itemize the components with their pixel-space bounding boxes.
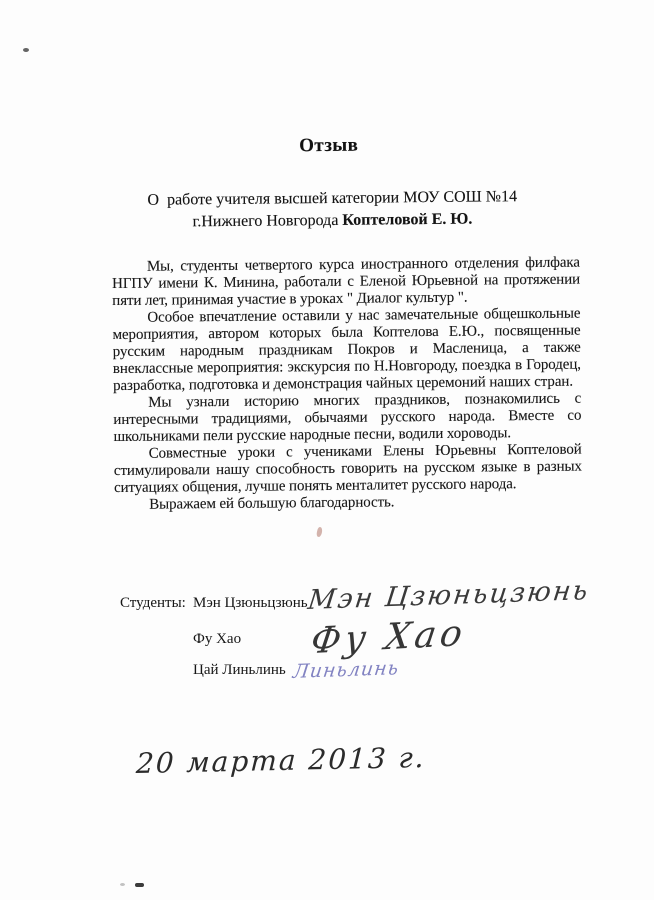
body-paragraph-2: Особое впечатление оставили у нас замечательные общешкольные мероприятия, автором которых была Коптелова Е.Ю., посвященные русским народным праздникам Покров и Масленица, а также внеклассные мероприятия: экскурсия по Н.Новгороду, поездка в Городец, разработка, подготовка и демонстрация чайных церемоний наших стран.	[112, 305, 581, 395]
document-title: Отзыв	[299, 134, 359, 157]
student-name-3: Цай Линьлинь	[193, 662, 286, 678]
student-name-1: Мэн Цзюньцзюнь	[193, 595, 308, 611]
scan-speck	[135, 883, 144, 887]
signature-row-2	[193, 612, 469, 663]
student-signature-3: Линьлинь	[291, 657, 401, 683]
document-body	[112, 255, 582, 514]
handwritten-date: 20 марта 2013 г.	[135, 740, 427, 781]
scan-speck	[120, 883, 125, 886]
body-paragraph-1: Мы, студенты четвертого курса иностранного отделения филфака НГПУ имени К. Минина, работали с Еленой Юрьевной на протяжении пяти лет, принимая участие в уроках " Диалог культур ".	[111, 254, 581, 310]
signatures-label: Студенты:	[120, 595, 186, 611]
body-paragraph-3: Мы узнали историю многих праздников, познакомились с интересными традициями, обычаями русского народа. Вместе со школьниками пели русские народные песни, водили хороводы.	[113, 390, 582, 446]
subtitle-city-text: г.Нижнего Новгорода	[192, 211, 343, 231]
student-name-2: Фу Хао	[193, 631, 242, 647]
student-signature-1: Мэн Цзюньцзюнь	[306, 575, 592, 616]
student-signature-2: Фу Хао	[308, 612, 469, 663]
signature-row-1	[120, 575, 592, 616]
document-subtitle	[0, 185, 653, 235]
body-paragraph-4: Совместные уроки с учениками Елены Юрьевны Коптеловой стимулировали нашу способность говорить на русском языке в разных ситуациях общения, лучше понять менталитет русского народа.	[113, 441, 582, 497]
subtitle-line-1: О работе учителя высшей категории МОУ СОШ №14	[147, 188, 518, 209]
body-paragraph-5: Выражаем ей большую благодарность.	[149, 494, 395, 513]
teacher-name: Коптеловой Е. Ю.	[342, 210, 473, 229]
scan-speck	[23, 48, 29, 52]
signature-row-3	[193, 657, 401, 683]
